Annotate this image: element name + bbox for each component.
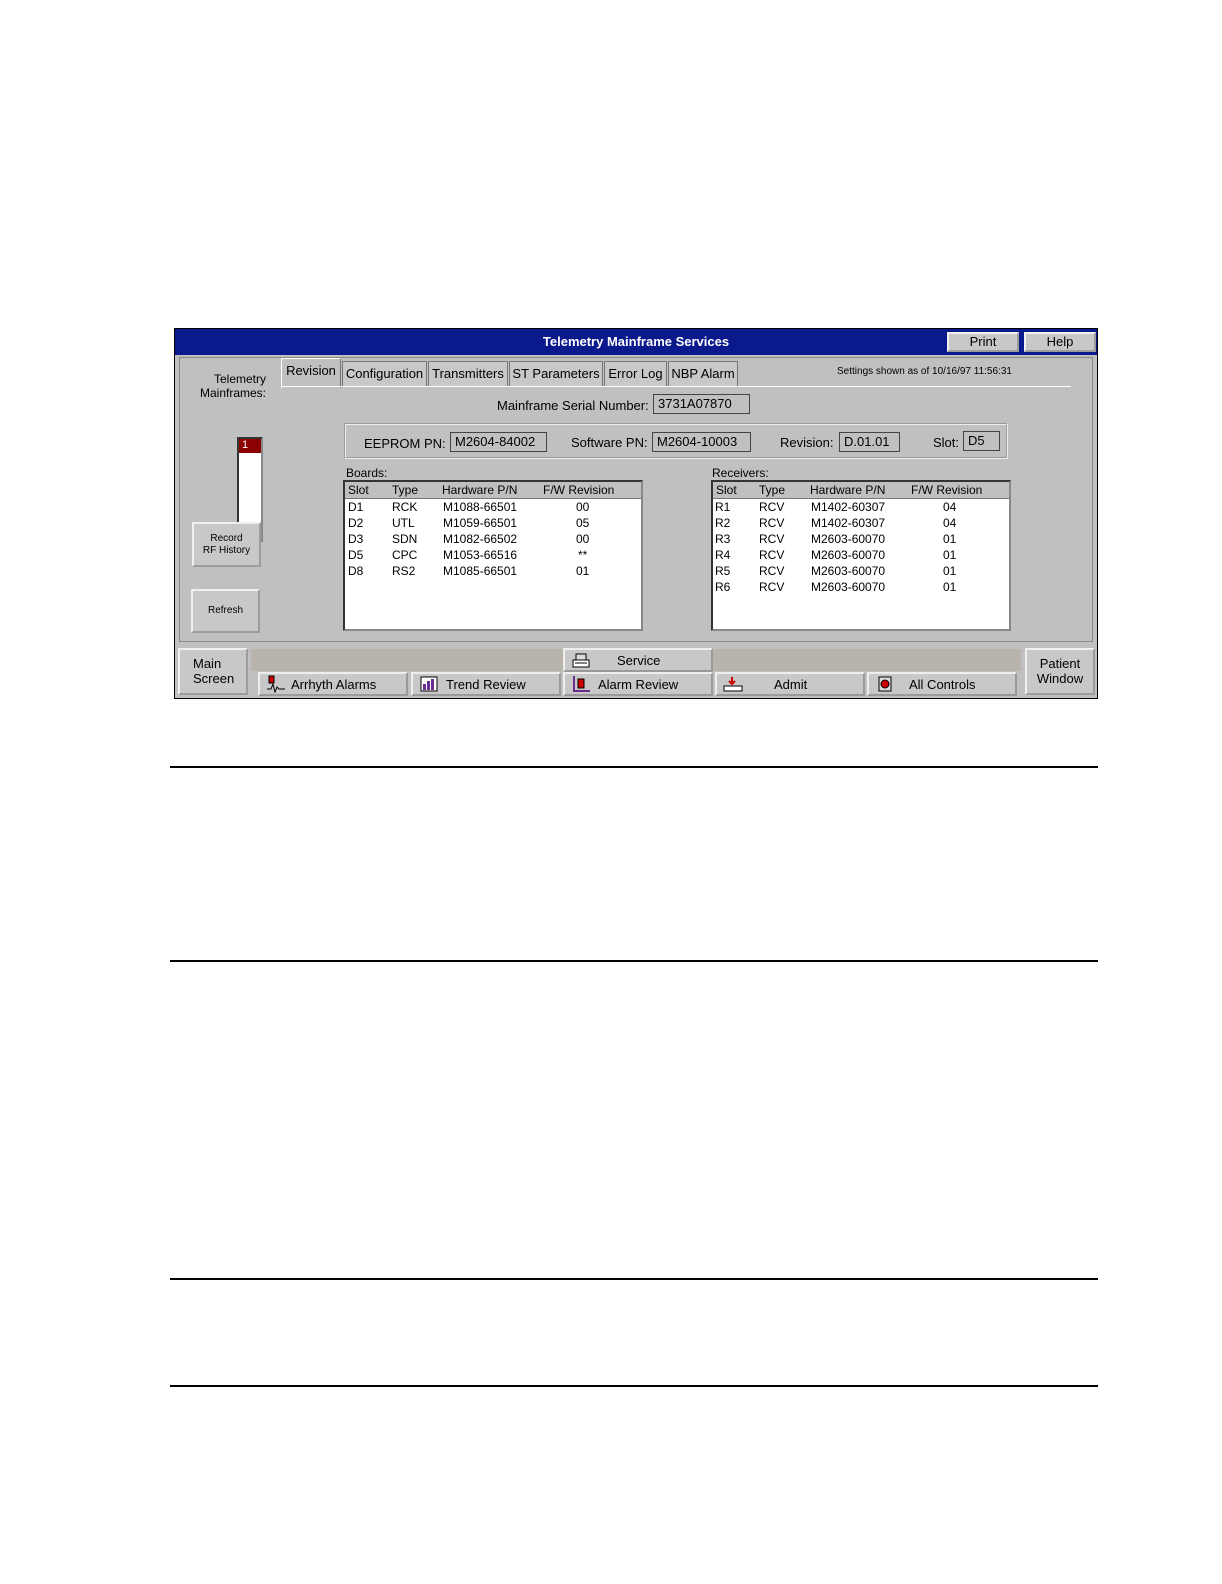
- trend-review-icon: [419, 675, 439, 693]
- receiver-type: RCV: [759, 532, 785, 546]
- receiver-type: RCV: [759, 548, 785, 562]
- receivers-table-header: [713, 482, 1009, 499]
- receivers-label: Receivers:: [712, 466, 769, 480]
- receivers-col-hardware-pn[interactable]: Hardware P/N: [810, 483, 886, 497]
- boards-table[interactable]: [343, 480, 643, 631]
- boards-col-slot[interactable]: Slot: [348, 483, 369, 497]
- receiver-hardware-pn: M2603-60070: [811, 532, 886, 546]
- refresh-button[interactable]: Refresh: [191, 589, 260, 633]
- window-title: Telemetry Mainframe Services: [542, 334, 730, 349]
- revision-field: D.01.01: [839, 432, 900, 452]
- receiver-hardware-pn: M2603-60070: [811, 580, 886, 594]
- record-rf-history-button[interactable]: [192, 522, 261, 567]
- service-icon: [571, 651, 591, 669]
- all-controls-button[interactable]: [867, 672, 1017, 696]
- board-type: CPC: [392, 548, 418, 562]
- software-pn-field: M2604-10003: [652, 432, 751, 452]
- receivers-col-type[interactable]: Type: [759, 483, 786, 497]
- screen-label: Screen: [193, 671, 235, 686]
- board-hardware-pn: M1082-66502: [443, 532, 518, 546]
- board-slot: D5: [348, 548, 364, 562]
- boards-col-fw-revision[interactable]: F/W Revision: [543, 483, 615, 497]
- receiver-type: RCV: [759, 564, 785, 578]
- board-fw-revision: 01: [576, 564, 590, 578]
- receiver-type: RCV: [759, 516, 785, 530]
- board-type: SDN: [392, 532, 418, 546]
- settings-timestamp: Settings shown as of 10/16/97 11:56:31: [837, 366, 1012, 377]
- service-label: Service: [617, 653, 661, 668]
- page-divider: [170, 1278, 1098, 1280]
- arrhyth-alarms-button[interactable]: [258, 672, 408, 696]
- trend-review-button[interactable]: [411, 672, 561, 696]
- main-screen-button[interactable]: [178, 648, 248, 695]
- tab-divider: [281, 386, 1071, 387]
- receiver-hardware-pn: M2603-60070: [811, 564, 886, 578]
- arrhythmia-alarm-icon: [266, 675, 286, 693]
- receiver-type: RCV: [759, 500, 785, 514]
- alarm-review-label: Alarm Review: [598, 677, 679, 692]
- boards-table-header: [345, 482, 641, 499]
- receiver-hardware-pn: M2603-60070: [811, 548, 886, 562]
- eeprom-field: M2604-84002: [450, 432, 547, 452]
- revision-label: Revision:: [780, 435, 834, 450]
- board-slot: D1: [348, 500, 364, 514]
- serial-number-field: 3731A07870: [653, 394, 750, 414]
- receiver-fw-revision: 01: [943, 532, 957, 546]
- alarm-review-icon: [571, 675, 591, 693]
- slot-field: D5: [963, 431, 1000, 451]
- page-divider: [170, 766, 1098, 768]
- patient-label: Patient: [1039, 656, 1081, 671]
- boards-col-type[interactable]: Type: [392, 483, 419, 497]
- main-label: Main: [193, 656, 222, 671]
- board-hardware-pn: M1059-66501: [443, 516, 518, 530]
- tab-nbp-alarm[interactable]: NBP Alarm: [668, 361, 738, 387]
- receiver-fw-revision: 01: [943, 564, 957, 578]
- title-bar: [175, 329, 1097, 355]
- boards-col-hardware-pn[interactable]: Hardware P/N: [442, 483, 518, 497]
- board-slot: D2: [348, 516, 364, 530]
- service-button[interactable]: [563, 648, 713, 672]
- page-divider: [170, 960, 1098, 962]
- receiver-slot: R5: [715, 564, 731, 578]
- admit-bed-icon: [723, 675, 743, 693]
- board-hardware-pn: M1053-66516: [443, 548, 518, 562]
- board-fw-revision: 00: [576, 500, 590, 514]
- receiver-slot: R4: [715, 548, 731, 562]
- board-type: RCK: [392, 500, 418, 514]
- content-panel: [179, 357, 1093, 642]
- board-slot: D8: [348, 564, 364, 578]
- receiver-fw-revision: 04: [943, 500, 957, 514]
- receivers-table[interactable]: [711, 480, 1011, 631]
- telemetry-mainframe-window: [174, 328, 1098, 699]
- board-type: RS2: [392, 564, 416, 578]
- board-slot: D3: [348, 532, 364, 546]
- board-hardware-pn: M1088-66501: [443, 500, 518, 514]
- admit-label: Admit: [774, 677, 808, 692]
- board-fw-revision: 05: [576, 516, 590, 530]
- boards-label: Boards:: [346, 466, 388, 480]
- tab-error-log[interactable]: Error Log: [604, 361, 667, 387]
- receiver-slot: R2: [715, 516, 731, 530]
- receiver-slot: R3: [715, 532, 731, 546]
- alarm-review-button[interactable]: [563, 672, 713, 696]
- trend-review-label: Trend Review: [446, 677, 526, 692]
- board-hardware-pn: M1085-66501: [443, 564, 518, 578]
- window-label: Window: [1036, 671, 1084, 686]
- board-type: UTL: [392, 516, 415, 530]
- revision-info-group: [344, 423, 1008, 459]
- print-button[interactable]: Print: [947, 332, 1019, 352]
- bottom-nav-bar: [175, 645, 1097, 698]
- patient-window-button[interactable]: [1025, 648, 1095, 695]
- telemetry-label: Telemetry: [214, 372, 267, 386]
- slot-label: Slot:: [933, 435, 960, 450]
- receiver-hardware-pn: M1402-60307: [811, 516, 886, 530]
- all-controls-icon: [875, 675, 895, 693]
- receiver-fw-revision: 04: [943, 516, 957, 530]
- mainframes-label: Mainframes:: [200, 386, 267, 400]
- receiver-fw-revision: 01: [943, 580, 957, 594]
- arrhyth-alarms-label: Arrhyth Alarms: [291, 677, 377, 692]
- receiver-slot: R1: [715, 500, 731, 514]
- tab-transmitters[interactable]: Transmitters: [428, 361, 508, 387]
- software-pn-label: Software PN:: [571, 435, 648, 450]
- receiver-hardware-pn: M1402-60307: [811, 500, 886, 514]
- receivers-col-fw-revision[interactable]: F/W Revision: [911, 483, 983, 497]
- admit-button[interactable]: [715, 672, 865, 696]
- receiver-slot: R6: [715, 580, 731, 594]
- board-fw-revision: **: [578, 548, 588, 562]
- receiver-type: RCV: [759, 580, 785, 594]
- board-fw-revision: 00: [576, 532, 590, 546]
- record-label: Record: [210, 533, 243, 544]
- receivers-col-slot[interactable]: Slot: [716, 483, 737, 497]
- help-button[interactable]: Help: [1024, 332, 1096, 352]
- page-divider: [170, 1385, 1098, 1387]
- receiver-fw-revision: 01: [943, 548, 957, 562]
- rf-history-label: RF History: [202, 545, 251, 556]
- tab-revision[interactable]: Revision: [281, 358, 341, 388]
- mainframe-list-item[interactable]: 1: [239, 439, 261, 453]
- serial-number-label: Mainframe Serial Number:: [497, 398, 649, 413]
- tab-st-parameters[interactable]: ST Parameters: [509, 361, 603, 387]
- all-controls-label: All Controls: [909, 677, 976, 692]
- eeprom-label: EEPROM PN:: [364, 436, 446, 451]
- tab-configuration[interactable]: Configuration: [342, 361, 427, 387]
